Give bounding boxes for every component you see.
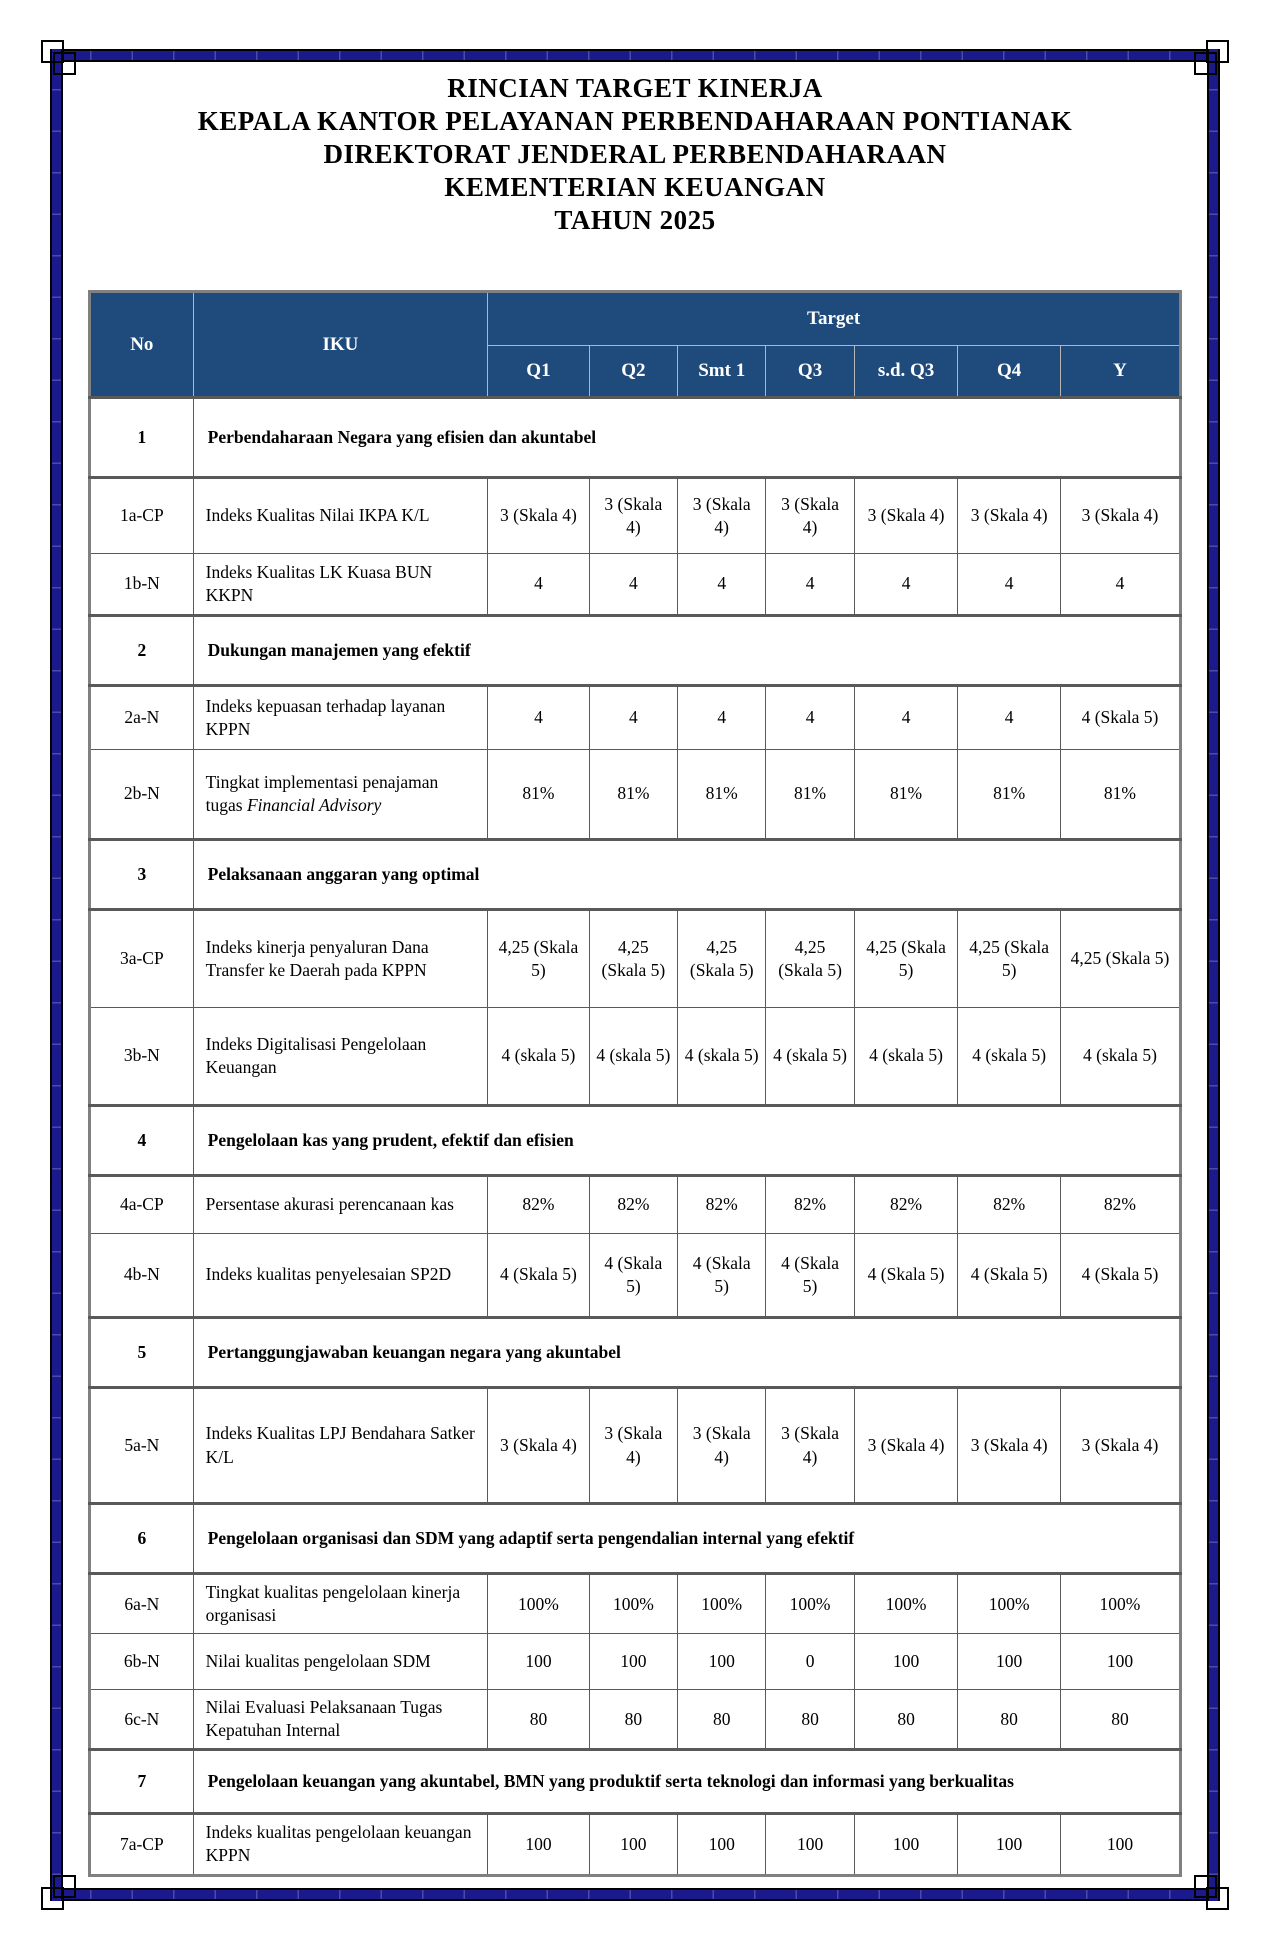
iku-label: Indeks kinerja penyaluran Dana Transfer ke Daerah pada KPPN	[193, 910, 488, 1008]
iku-label: Indeks kualitas penyelesaian SP2D	[193, 1234, 488, 1318]
table-header	[90, 292, 1181, 398]
target-value-q3: 3 (Skala 4)	[766, 1388, 854, 1504]
item-row-2b-N	[90, 750, 1181, 840]
target-value-q3: 4,25 (Skala 5)	[766, 910, 854, 1008]
target-value-q3: 4	[766, 686, 854, 750]
target-value-sdq3: 3 (Skala 4)	[854, 1388, 958, 1504]
target-value-q4: 100%	[958, 1574, 1061, 1634]
title-line-2: KEPALA KANTOR PELAYANAN PERBENDAHARAAN PONTIANAK	[197, 106, 1073, 136]
target-value-q1: 100	[488, 1634, 589, 1690]
iku-label: Tingkat implementasi penajaman tugas Financial Advisory	[193, 750, 488, 840]
target-value-q1: 100%	[488, 1574, 589, 1634]
table-body	[90, 398, 1181, 1876]
target-value-q2: 100%	[589, 1574, 677, 1634]
row-number: 3a-CP	[90, 910, 194, 1008]
target-value-smt1: 81%	[678, 750, 766, 840]
target-value-q1: 82%	[488, 1176, 589, 1234]
target-value-y: 4 (Skala 5)	[1060, 1234, 1180, 1318]
section-label: Pengelolaan keuangan yang akuntabel, BMN yang produktif serta teknologi dan informasi yang berkualitas	[193, 1750, 1180, 1814]
target-value-sdq3: 100%	[854, 1574, 958, 1634]
section-row-5	[90, 1318, 1181, 1388]
target-value-q2: 80	[589, 1690, 677, 1750]
target-value-q3: 0	[766, 1634, 854, 1690]
target-value-y: 80	[1060, 1690, 1180, 1750]
column-header-iku: IKU	[193, 292, 488, 398]
target-value-q1: 81%	[488, 750, 589, 840]
target-value-y: 4 (Skala 5)	[1060, 686, 1180, 750]
iku-label: Indeks Kualitas LPJ Bendahara Satker K/L	[193, 1388, 488, 1504]
row-number: 5	[90, 1318, 194, 1388]
page-border-right	[1207, 49, 1220, 1901]
section-label: Perbendaharaan Negara yang efisien dan akuntabel	[193, 398, 1180, 478]
page-border-top	[50, 49, 1220, 62]
title-line-4: KEMENTERIAN KEUANGAN	[444, 172, 826, 202]
target-value-q2: 4 (skala 5)	[589, 1008, 677, 1106]
target-value-q2: 100	[589, 1814, 677, 1875]
section-row-6	[90, 1504, 1181, 1574]
target-value-smt1: 4 (skala 5)	[678, 1008, 766, 1106]
target-value-smt1: 100	[678, 1634, 766, 1690]
target-value-q3: 82%	[766, 1176, 854, 1234]
iku-label: Indeks Kualitas Nilai IKPA K/L	[193, 478, 488, 554]
page-border-left	[50, 49, 63, 1901]
target-value-smt1: 3 (Skala 4)	[678, 1388, 766, 1504]
row-number: 5a-N	[90, 1388, 194, 1504]
column-header-y: Y	[1060, 346, 1180, 398]
title-line-5: TAHUN 2025	[554, 205, 716, 235]
column-header-q2: Q2	[589, 346, 677, 398]
column-header-smt1: Smt 1	[678, 346, 766, 398]
target-value-q4: 81%	[958, 750, 1061, 840]
target-value-sdq3: 82%	[854, 1176, 958, 1234]
row-number: 2a-N	[90, 686, 194, 750]
section-label: Pengelolaan kas yang prudent, efektif dan efisien	[193, 1106, 1180, 1176]
target-value-sdq3: 80	[854, 1690, 958, 1750]
row-number: 3	[90, 840, 194, 910]
row-number: 2b-N	[90, 750, 194, 840]
section-row-1	[90, 398, 1181, 478]
target-value-q1: 4 (skala 5)	[488, 1008, 589, 1106]
item-row-1a-CP	[90, 478, 1181, 554]
target-value-sdq3: 100	[854, 1814, 958, 1875]
column-header-q1: Q1	[488, 346, 589, 398]
border-corner-ornament	[41, 1868, 83, 1910]
target-value-y: 4 (skala 5)	[1060, 1008, 1180, 1106]
target-value-smt1: 100%	[678, 1574, 766, 1634]
section-label: Pengelolaan organisasi dan SDM yang adaptif serta pengendalian internal yang efektif	[193, 1504, 1180, 1574]
target-value-q3: 100%	[766, 1574, 854, 1634]
column-header-target: Target	[488, 292, 1181, 346]
target-value-q4: 3 (Skala 4)	[958, 478, 1061, 554]
section-row-4	[90, 1106, 1181, 1176]
border-corner-ornament	[1187, 1868, 1229, 1910]
column-header-q4: Q4	[958, 346, 1061, 398]
section-label: Pelaksanaan anggaran yang optimal	[193, 840, 1180, 910]
title-line-1: RINCIAN TARGET KINERJA	[447, 73, 823, 103]
target-value-q2: 100	[589, 1634, 677, 1690]
iku-label: Persentase akurasi perencanaan kas	[193, 1176, 488, 1234]
target-value-sdq3: 81%	[854, 750, 958, 840]
target-value-q1: 4	[488, 686, 589, 750]
target-value-q3: 4 (skala 5)	[766, 1008, 854, 1106]
target-value-q2: 3 (Skala 4)	[589, 478, 677, 554]
iku-label: Indeks kepuasan terhadap layanan KPPN	[193, 686, 488, 750]
target-value-q1: 4 (Skala 5)	[488, 1234, 589, 1318]
target-value-y: 100	[1060, 1814, 1180, 1875]
target-value-q3: 80	[766, 1690, 854, 1750]
target-value-q3: 4	[766, 554, 854, 616]
iku-label: Indeks Digitalisasi Pengelolaan Keuangan	[193, 1008, 488, 1106]
item-row-3a-CP	[90, 910, 1181, 1008]
section-row-2	[90, 616, 1181, 686]
target-value-smt1: 4	[678, 686, 766, 750]
item-row-7a-CP	[90, 1814, 1181, 1875]
target-value-sdq3: 4,25 (Skala 5)	[854, 910, 958, 1008]
target-value-q2: 4,25 (Skala 5)	[589, 910, 677, 1008]
target-value-q1: 100	[488, 1814, 589, 1875]
row-number: 6	[90, 1504, 194, 1574]
item-row-1b-N	[90, 554, 1181, 616]
target-value-q1: 3 (Skala 4)	[488, 1388, 589, 1504]
column-header-q3: Q3	[766, 346, 854, 398]
row-number: 4a-CP	[90, 1176, 194, 1234]
border-corner-ornament	[41, 40, 83, 82]
target-value-sdq3: 4	[854, 554, 958, 616]
target-value-q4: 4 (skala 5)	[958, 1008, 1061, 1106]
target-value-y: 82%	[1060, 1176, 1180, 1234]
target-value-smt1: 80	[678, 1690, 766, 1750]
row-number: 2	[90, 616, 194, 686]
row-number: 1a-CP	[90, 478, 194, 554]
document-title	[90, 72, 1180, 237]
target-value-q2: 4 (Skala 5)	[589, 1234, 677, 1318]
section-row-3	[90, 840, 1181, 910]
target-value-q4: 100	[958, 1814, 1061, 1875]
item-row-6c-N	[90, 1690, 1181, 1750]
target-value-q1: 80	[488, 1690, 589, 1750]
target-value-smt1: 4,25 (Skala 5)	[678, 910, 766, 1008]
row-number: 7	[90, 1750, 194, 1814]
row-number: 7a-CP	[90, 1814, 194, 1875]
border-corner-ornament	[1187, 40, 1229, 82]
iku-label: Nilai Evaluasi Pelaksanaan Tugas Kepatuhan Internal	[193, 1690, 488, 1750]
target-value-q2: 3 (Skala 4)	[589, 1388, 677, 1504]
target-value-y: 3 (Skala 4)	[1060, 478, 1180, 554]
row-number: 6b-N	[90, 1634, 194, 1690]
row-number: 3b-N	[90, 1008, 194, 1106]
target-value-q4: 82%	[958, 1176, 1061, 1234]
target-value-smt1: 100	[678, 1814, 766, 1875]
column-header-no: No	[90, 292, 194, 398]
target-value-q3: 81%	[766, 750, 854, 840]
target-value-q4: 3 (Skala 4)	[958, 1388, 1061, 1504]
target-value-y: 81%	[1060, 750, 1180, 840]
item-row-4a-CP	[90, 1176, 1181, 1234]
row-number: 1	[90, 398, 194, 478]
target-value-sdq3: 4	[854, 686, 958, 750]
target-value-q4: 4 (Skala 5)	[958, 1234, 1061, 1318]
target-value-q3: 3 (Skala 4)	[766, 478, 854, 554]
target-value-smt1: 4 (Skala 5)	[678, 1234, 766, 1318]
target-value-sdq3: 100	[854, 1634, 958, 1690]
item-row-6a-N	[90, 1574, 1181, 1634]
item-row-4b-N	[90, 1234, 1181, 1318]
target-value-y: 3 (Skala 4)	[1060, 1388, 1180, 1504]
target-value-y: 4,25 (Skala 5)	[1060, 910, 1180, 1008]
iku-label-italic: Financial Advisory	[246, 795, 382, 815]
target-value-q3: 100	[766, 1814, 854, 1875]
target-value-sdq3: 4 (skala 5)	[854, 1008, 958, 1106]
target-value-y: 100	[1060, 1634, 1180, 1690]
item-row-6b-N	[90, 1634, 1181, 1690]
target-value-q1: 3 (Skala 4)	[488, 478, 589, 554]
row-number: 6a-N	[90, 1574, 194, 1634]
target-value-q2: 82%	[589, 1176, 677, 1234]
section-label: Pertanggungjawaban keuangan negara yang akuntabel	[193, 1318, 1180, 1388]
target-value-sdq3: 4 (Skala 5)	[854, 1234, 958, 1318]
row-number: 1b-N	[90, 554, 194, 616]
page-border-bottom	[50, 1888, 1220, 1901]
row-number: 4	[90, 1106, 194, 1176]
iku-label: Indeks kualitas pengelolaan keuangan KPPN	[193, 1814, 488, 1875]
title-line-3: DIREKTORAT JENDERAL PERBENDAHARAAN	[323, 139, 947, 169]
target-value-q4: 4,25 (Skala 5)	[958, 910, 1061, 1008]
iku-label: Nilai kualitas pengelolaan SDM	[193, 1634, 488, 1690]
target-table-container	[88, 290, 1182, 1877]
target-value-q4: 4	[958, 686, 1061, 750]
target-value-smt1: 3 (Skala 4)	[678, 478, 766, 554]
target-value-q3: 4 (Skala 5)	[766, 1234, 854, 1318]
target-value-q2: 81%	[589, 750, 677, 840]
item-row-3b-N	[90, 1008, 1181, 1106]
iku-label: Indeks Kualitas LK Kuasa BUN KKPN	[193, 554, 488, 616]
target-value-q4: 100	[958, 1634, 1061, 1690]
row-number: 4b-N	[90, 1234, 194, 1318]
target-value-q1: 4,25 (Skala 5)	[488, 910, 589, 1008]
target-value-smt1: 82%	[678, 1176, 766, 1234]
target-table	[88, 290, 1182, 1877]
section-row-7	[90, 1750, 1181, 1814]
iku-label: Tingkat kualitas pengelolaan kinerja organisasi	[193, 1574, 488, 1634]
target-value-smt1: 4	[678, 554, 766, 616]
section-label: Dukungan manajemen yang efektif	[193, 616, 1180, 686]
target-value-q4: 80	[958, 1690, 1061, 1750]
target-value-y: 100%	[1060, 1574, 1180, 1634]
target-value-q1: 4	[488, 554, 589, 616]
column-header-sdq3: s.d. Q3	[854, 346, 958, 398]
target-value-q2: 4	[589, 554, 677, 616]
item-row-5a-N	[90, 1388, 1181, 1504]
target-value-y: 4	[1060, 554, 1180, 616]
target-value-q4: 4	[958, 554, 1061, 616]
item-row-2a-N	[90, 686, 1181, 750]
target-value-q2: 4	[589, 686, 677, 750]
target-value-sdq3: 3 (Skala 4)	[854, 478, 958, 554]
row-number: 6c-N	[90, 1690, 194, 1750]
